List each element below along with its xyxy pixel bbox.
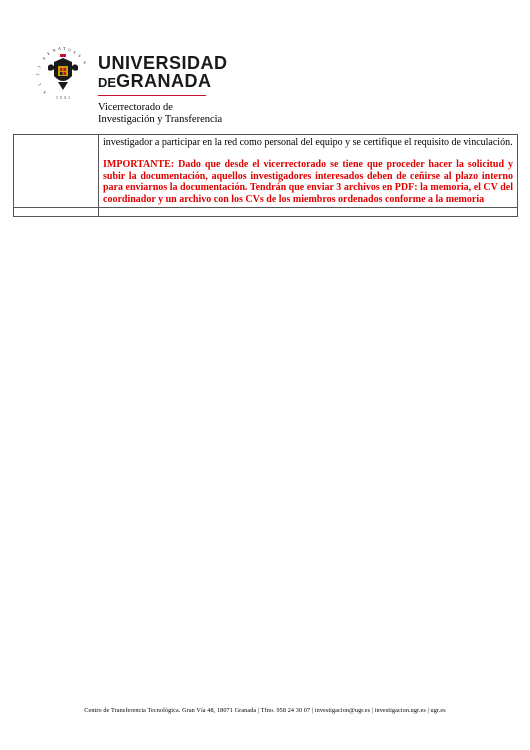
- table-cell-left-empty: [14, 208, 99, 217]
- svg-text:S: S: [41, 55, 47, 61]
- body-paragraph: investigador a participar en la red como personal del equipo y se certifique el requisito de vinculación.: [103, 137, 513, 148]
- university-brand: [98, 54, 228, 92]
- important-notice: IMPORTANTE: Dado que desde el vicerrectorado se tiene que proceder hacer la solicitud y subir la documentación, aquellos investigadores interesados deben de ceñirse al plazo interno para enviarnos la documentación. Tendrán que enviar 3 archivos en PDF: la memoria, el CV del coordinador y un archivo con los CVs de los miembros ordenados conforme a la memoria: [103, 159, 513, 205]
- table-row-empty: [14, 208, 518, 217]
- svg-text:T: T: [35, 72, 41, 77]
- dept-line-1: Vicerrectorado de: [98, 102, 173, 113]
- table-row: [14, 135, 518, 208]
- brand-line-universidad: UNIVERSIDAD: [98, 53, 228, 73]
- page-footer: Centro de Transferencia Tecnológica. Gran Vía 48, 18071 Granada | Tfno. 958 24 30 07 | investigacion@ugr.es | investigacion.ugr.es | ugr.es: [84, 707, 446, 714]
- brand-granada: GRANADA: [116, 71, 212, 91]
- table-cell-right-empty: [99, 208, 518, 217]
- brand-line-granada: [98, 72, 228, 92]
- svg-text:T: T: [63, 46, 66, 51]
- svg-text:S: S: [72, 49, 77, 55]
- department-name: [98, 102, 222, 126]
- svg-text:U: U: [67, 47, 72, 53]
- svg-text:E: E: [41, 89, 47, 96]
- svg-text:S: S: [77, 52, 83, 59]
- svg-text:A: A: [58, 46, 61, 51]
- svg-text:5: 5: [60, 95, 62, 100]
- brand-prefix-de: DE: [98, 75, 117, 90]
- svg-text:N: N: [52, 47, 57, 53]
- brand-divider: [98, 95, 206, 96]
- content-table: [13, 134, 518, 217]
- svg-text:1: 1: [68, 95, 70, 100]
- table-cell-left: [14, 135, 99, 208]
- table-cell-right: [99, 135, 518, 208]
- svg-text:A: A: [82, 59, 88, 65]
- svg-text:L: L: [36, 82, 42, 87]
- svg-text:3: 3: [64, 95, 66, 100]
- svg-text:I: I: [36, 64, 42, 69]
- svg-text:E: E: [46, 50, 51, 56]
- university-seal-logo: [34, 44, 92, 102]
- svg-text:1: 1: [56, 95, 58, 100]
- dept-line-2: Investigación y Transferencia: [98, 114, 223, 125]
